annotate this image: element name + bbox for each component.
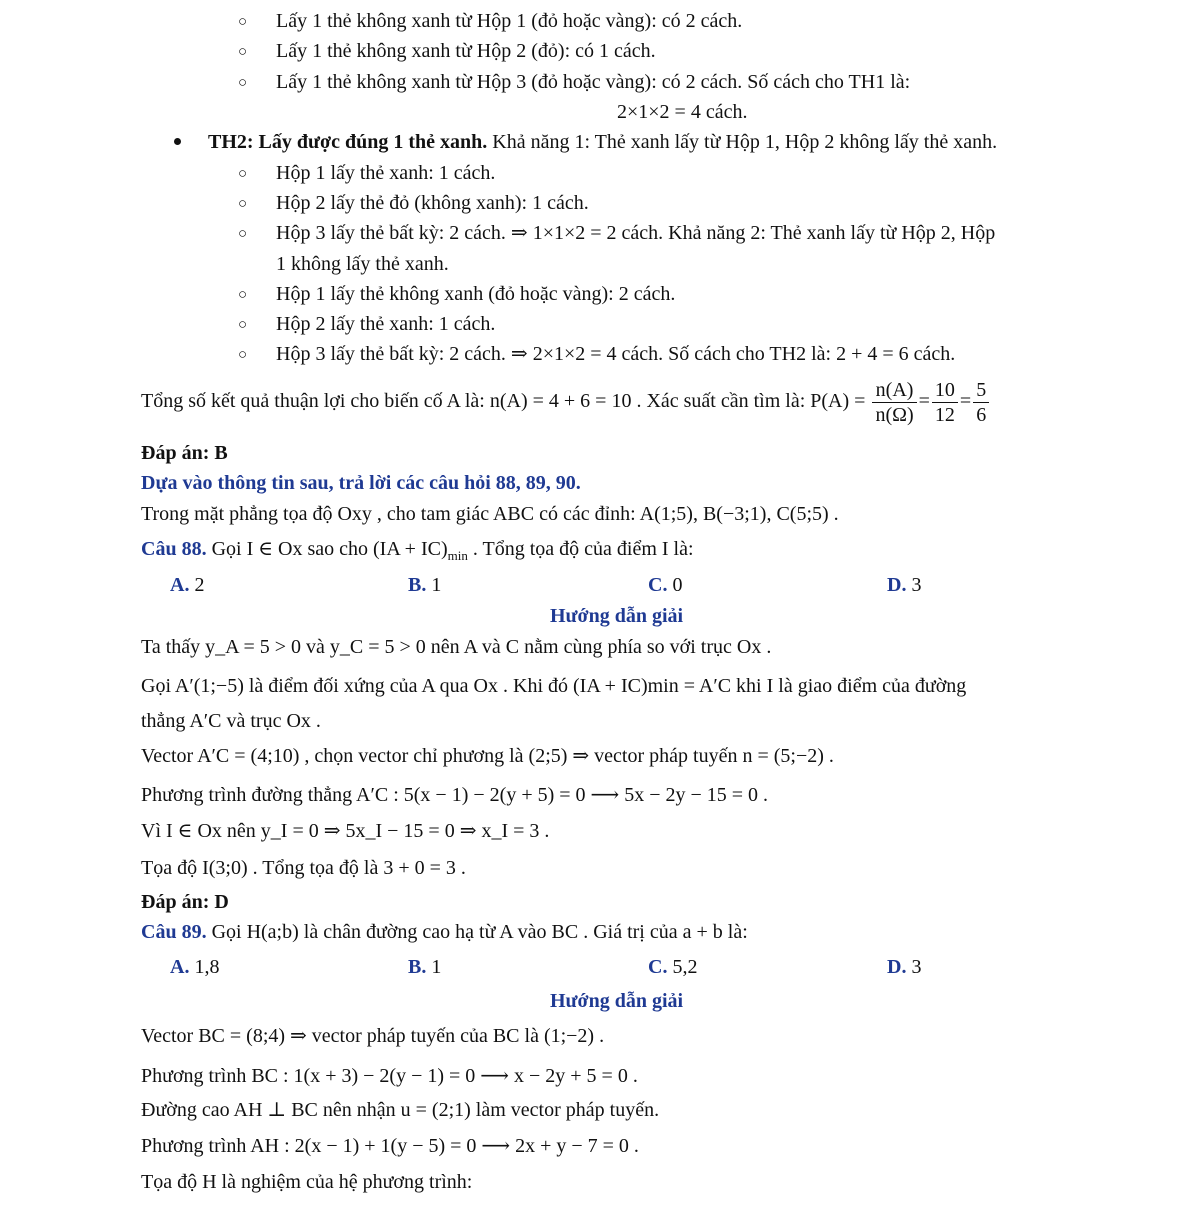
th1-item: Lấy 1 thẻ không xanh từ Hộp 2 (đỏ): có 1 cách. [276, 40, 656, 62]
circle-bullet-icon: ○ [238, 226, 248, 242]
solution-line: Đường cao AH ⊥ BC nên nhận u = (2;1) làm vector pháp tuyến. [141, 1099, 660, 1121]
answer-label: Đáp án: B [141, 442, 228, 464]
question-text: Gọi I ∈ Ox sao cho (IA + IC) [206, 538, 448, 560]
option-value: 2 [189, 574, 205, 596]
option-letter: C. [648, 956, 668, 978]
question-label: Câu 88. [141, 538, 207, 560]
circle-bullet-icon: ○ [238, 14, 248, 30]
option-d[interactable] [887, 572, 921, 598]
question-89 [141, 919, 748, 945]
th2-heading-rest: Khả năng 1: Thẻ xanh lấy từ Hộp 1, Hộp 2 không lấy thẻ xanh. [487, 131, 998, 153]
question-label: Câu 89. [141, 921, 207, 943]
th2-item: Hộp 1 lấy thẻ không xanh (đỏ hoặc vàng): 2 cách. [276, 283, 676, 305]
option-value: 0 [667, 574, 683, 596]
circle-bullet-icon: ○ [238, 196, 248, 212]
option-value: 3 [906, 956, 922, 978]
fraction-denominator: n(Ω) [875, 403, 914, 426]
triangle-statement: Trong mặt phẳng tọa độ Oxy , cho tam giác ABC có các đỉnh: A(1;5), B(−3;1), C(5;5) . [141, 503, 839, 525]
total-text: Tổng số kết quả thuận lợi cho biến cố A là: n(A) = 4 + 6 = 10 . Xác suất cần tìm là: P(A) = [141, 390, 866, 412]
fraction-10-12 [932, 378, 958, 427]
fraction-denominator: 6 [976, 403, 987, 426]
circle-bullet-icon: ○ [238, 317, 248, 333]
option-letter: D. [887, 574, 907, 596]
th2-item: Hộp 3 lấy thẻ bất kỳ: 2 cách. ⇒ 2×1×2 = 4 cách. Số cách cho TH2 là: 2 + 4 = 6 cách. [276, 343, 956, 365]
th1-item: Lấy 1 thẻ không xanh từ Hộp 1 (đỏ hoặc vàng): có 2 cách. [276, 10, 743, 32]
circle-bullet-icon: ○ [238, 44, 248, 60]
option-letter: B. [408, 956, 427, 978]
option-b[interactable] [408, 954, 441, 980]
option-letter: A. [170, 956, 190, 978]
option-d[interactable] [887, 954, 921, 980]
option-value: 1 [426, 956, 442, 978]
th2-item: Hộp 3 lấy thẻ bất kỳ: 2 cách. ⇒ 1×1×2 = 2 cách. Khả năng 2: Thẻ xanh lấy từ Hộp 2, Hộp [276, 222, 996, 244]
circle-bullet-icon: ○ [238, 347, 248, 363]
option-value: 3 [906, 574, 922, 596]
option-b[interactable] [408, 572, 441, 598]
option-letter: C. [648, 574, 668, 596]
th1-result: 2×1×2 = 4 cách. [617, 101, 748, 123]
solution-line: Tọa độ H là nghiệm của hệ phương trình: [141, 1171, 473, 1193]
equals-sign: = [959, 390, 972, 412]
th2-item: Hộp 1 lấy thẻ xanh: 1 cách. [276, 162, 496, 184]
th2-item: Hộp 2 lấy thẻ xanh: 1 cách. [276, 313, 496, 335]
solution-line: Vì I ∈ Ox nên y_I = 0 ⇒ 5x_I − 15 = 0 ⇒ x_I = 3 . [141, 820, 550, 842]
equals-sign: = [918, 390, 930, 412]
question-text: . Tổng tọa độ của điểm I là: [467, 538, 694, 560]
total-probability-line [141, 376, 991, 427]
solution-line: Ta thấy y_A = 5 > 0 và y_C = 5 > 0 nên A và C nằm cùng phía so với trục Ox . [141, 636, 772, 658]
subscript-min: min [447, 548, 468, 563]
circle-bullet-icon: ○ [238, 75, 248, 91]
fraction-numerator: 5 [973, 378, 989, 403]
solution-line: Phương trình BC : 1(x + 3) − 2(y − 1) = 0 ⟶ x − 2y + 5 = 0 . [141, 1065, 638, 1087]
option-letter: B. [408, 574, 427, 596]
circle-bullet-icon: ○ [238, 287, 248, 303]
fraction-numerator: n(A) [872, 378, 916, 403]
option-a[interactable] [170, 572, 204, 598]
section-intro: Dựa vào thông tin sau, trả lời các câu hỏi 88, 89, 90. [141, 472, 581, 494]
th2-heading [208, 129, 997, 155]
question-text: Gọi H(a;b) là chân đường cao hạ từ A vào BC . Giá trị của a + b là: [206, 921, 748, 943]
solution-line: Vector A′C = (4;10) , chọn vector chỉ phương là (2;5) ⇒ vector pháp tuyến n = (5;−2) . [141, 745, 834, 767]
option-value: 1,8 [189, 956, 220, 978]
question-88 [141, 536, 694, 569]
fraction-numerator: 10 [932, 378, 958, 403]
option-c[interactable] [648, 572, 682, 598]
solution-line: thẳng A′C và trục Ox . [141, 710, 321, 732]
th1-item: Lấy 1 thẻ không xanh từ Hộp 3 (đỏ hoặc vàng): có 2 cách. Số cách cho TH1 là: [276, 71, 911, 93]
solution-heading: Hướng dẫn giải [550, 605, 684, 627]
fraction-denominator: 12 [934, 403, 955, 426]
th2-heading-bold: TH2: Lấy được đúng 1 thẻ xanh. [208, 131, 488, 153]
option-value: 1 [426, 574, 442, 596]
disc-bullet-icon [174, 138, 181, 145]
answer-label: Đáp án: D [141, 891, 229, 913]
th2-item-continued: 1 không lấy thẻ xanh. [276, 253, 449, 275]
solution-line: Tọa độ I(3;0) . Tổng tọa độ là 3 + 0 = 3 . [141, 857, 466, 879]
option-c[interactable] [648, 954, 697, 980]
fraction-nA-nOmega [872, 378, 916, 427]
option-a[interactable] [170, 954, 219, 980]
option-letter: A. [170, 574, 190, 596]
th2-item: Hộp 2 lấy thẻ đỏ (không xanh): 1 cách. [276, 192, 589, 214]
solution-heading: Hướng dẫn giải [550, 990, 684, 1012]
fraction-5-6 [973, 378, 989, 427]
solution-line: Phương trình đường thẳng A′C : 5(x − 1) − 2(y + 5) = 0 ⟶ 5x − 2y − 15 = 0 . [141, 784, 769, 806]
solution-line: Phương trình AH : 2(x − 1) + 1(y − 5) = 0 ⟶ 2x + y − 7 = 0 . [141, 1135, 639, 1157]
solution-line: Vector BC = (8;4) ⇒ vector pháp tuyến của BC là (1;−2) . [141, 1025, 605, 1047]
option-value: 5,2 [667, 956, 698, 978]
circle-bullet-icon: ○ [238, 166, 248, 182]
solution-line: Gọi A′(1;−5) là điểm đối xứng của A qua Ox . Khi đó (IA + IC)min = A′C khi I là giao điểm của đường [141, 675, 967, 697]
option-letter: D. [887, 956, 907, 978]
